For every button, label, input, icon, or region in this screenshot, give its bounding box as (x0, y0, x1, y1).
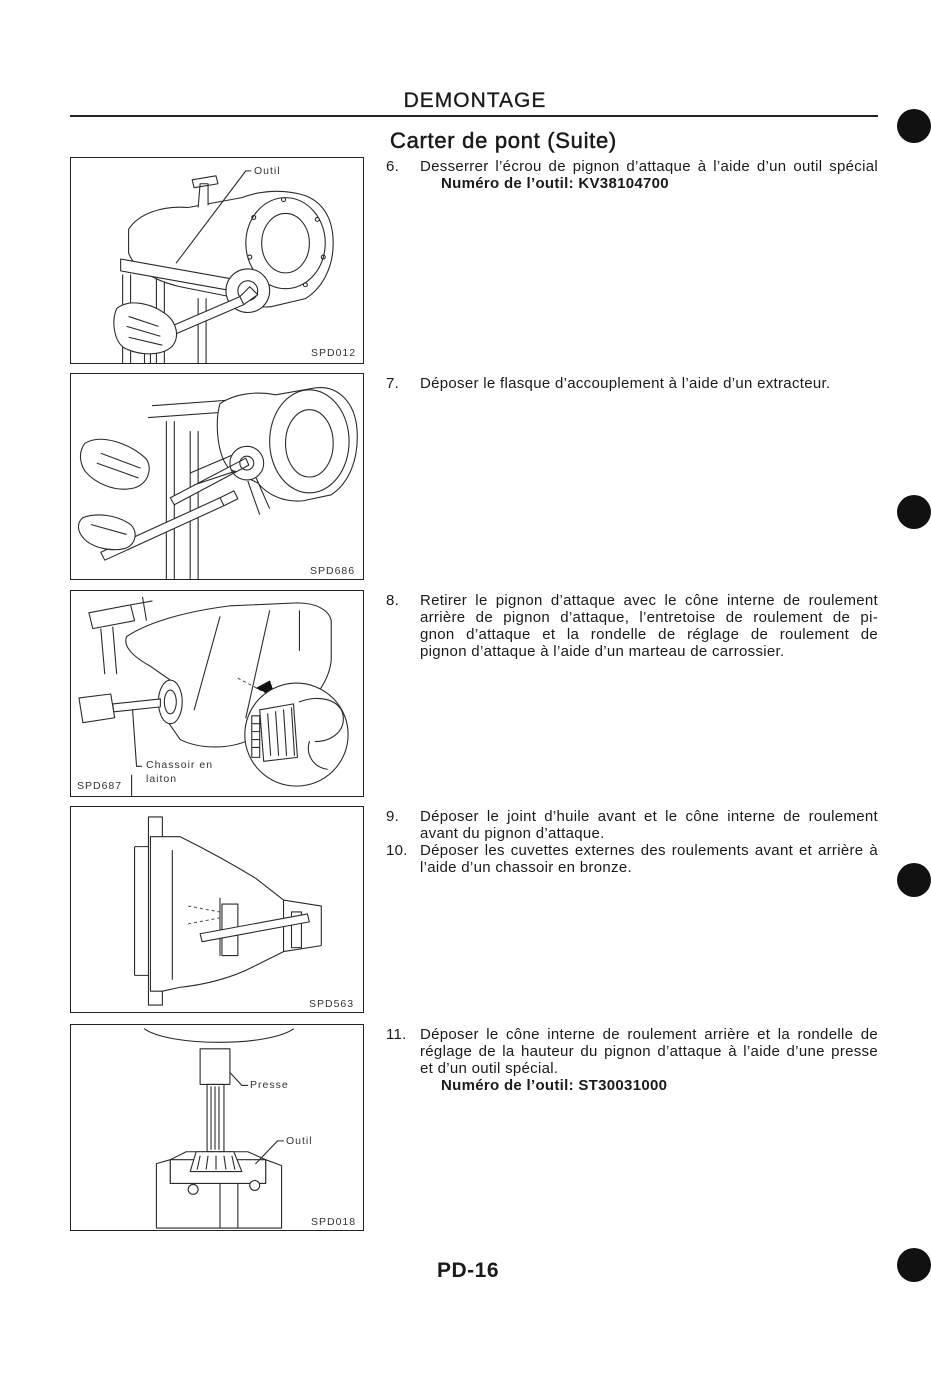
figure-code: SPD686 (310, 565, 356, 577)
illustration-nut-removal (71, 158, 363, 363)
figure-spd686 (70, 373, 364, 580)
step-text-line: arrière de pignon d’attaque, l’entretoise de roulement de pi- (420, 609, 878, 626)
step-text-line: l’aide d’un chassoir en bronze. (420, 859, 632, 876)
figure-code: SPD563 (309, 998, 355, 1010)
punch-hole (897, 495, 931, 529)
step-text-line: et d’un outil spécial. (420, 1060, 559, 1077)
step-text-line: avant du pignon d’attaque. (420, 825, 605, 842)
step-text-line: réglage de la hauteur du pignon d’attaque à l’aide d’une presse (420, 1043, 878, 1060)
step-number: 11. (386, 1026, 407, 1043)
illustration-pinion-removal (71, 591, 363, 796)
step-text-line: Déposer le flasque d’accouplement à l’aide d’un extracteur. (420, 375, 831, 392)
step-text-line: Desserrer l’écrou de pignon d’attaque à l’aide d’un outil spécial (420, 158, 878, 175)
label-outil: Outil (254, 165, 281, 177)
step-number: 10. (386, 842, 408, 859)
step-number: 9. (386, 808, 400, 825)
leader-line (132, 710, 142, 796)
label-presse: Presse (250, 1079, 289, 1091)
figure-spd563 (70, 806, 364, 1013)
step-text-line: Retirer le pignon d’attaque avec le cône interne de roulement (420, 592, 878, 609)
illustration-press (71, 1025, 363, 1230)
illustration-flange-puller (71, 374, 363, 579)
step-text-line: Déposer les cuvettes externes des roulements avant et arrière à (420, 842, 878, 859)
punch-hole (897, 109, 931, 143)
step-text-line: gnon d’attaque et la rondelle de réglage de roulement de (420, 626, 878, 643)
figure-spd018 (70, 1024, 364, 1231)
figure-code: SPD012 (311, 347, 357, 359)
section-title: Carter de pont (Suite) (390, 128, 617, 153)
label-chassoir-line1: Chassoir en (146, 759, 214, 771)
header-rule (70, 115, 878, 117)
punch-hole (897, 863, 931, 897)
figure-spd012 (70, 157, 364, 364)
press-ram (200, 1049, 230, 1085)
hidden-lines (188, 906, 220, 924)
step-number: 6. (386, 158, 400, 175)
bearing-cone (190, 1152, 242, 1172)
pinion-end (158, 680, 182, 724)
figure-code: SPD018 (311, 1216, 357, 1228)
hands (78, 439, 149, 549)
figure-spd687 (70, 590, 364, 797)
step-text-line: Déposer le cône interne de roulement arrière et la rondelle de (420, 1026, 878, 1043)
step-text-line: pignon d’attaque à l’aide d’un marteau de carrossier. (420, 643, 785, 660)
tool-number: Numéro de l’outil: ST30031000 (441, 1077, 668, 1094)
pinion-shaft (207, 1084, 224, 1151)
punch-hole (897, 1248, 931, 1282)
illustration-bearing-cups (71, 807, 363, 1012)
hand (114, 303, 177, 354)
step-number: 7. (386, 375, 400, 392)
tool-number: Numéro de l’outil: KV38104700 (441, 175, 669, 192)
label-chassoir-line2: laiton (146, 773, 178, 785)
label-outil: Outil (286, 1135, 313, 1147)
page-number: PD-16 (437, 1259, 500, 1282)
step-text-line: Déposer le joint d’huile avant et le cône interne de roulement (420, 808, 878, 825)
detail-inset (245, 683, 348, 786)
hammer (79, 694, 160, 723)
figure-code: SPD687 (77, 780, 123, 792)
step-number: 8. (386, 592, 400, 609)
housing-flange (135, 817, 163, 1005)
press-plate (144, 1029, 293, 1042)
page-header: DEMONTAGE (403, 89, 547, 112)
